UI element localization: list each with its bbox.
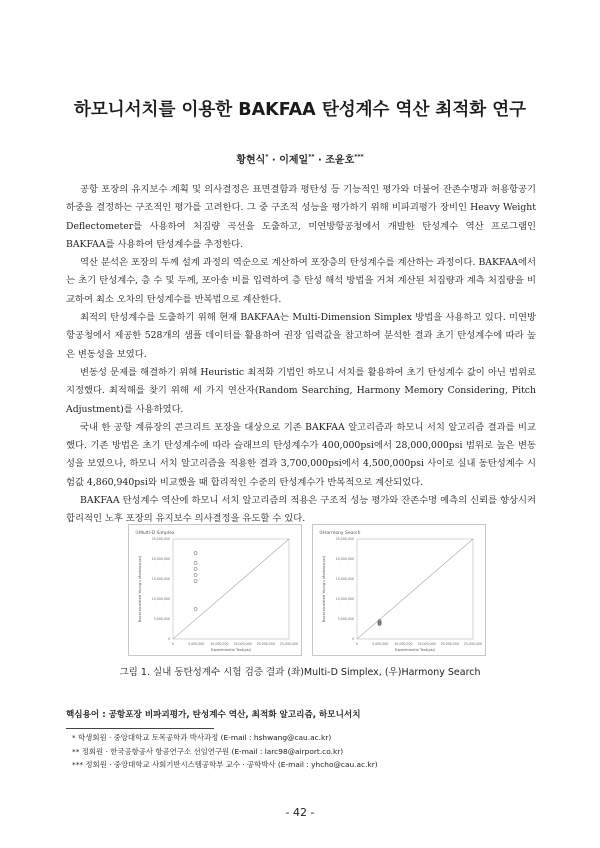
reference-line (357, 539, 473, 639)
abstract-paragraph: 역산 분석은 포장의 두께 설계 과정의 역순으로 계산하여 포장층의 탄성계수를 계산하는 과정이다. BAKFAA에서는 초기 탄성계수, 층 수 및 두께, 포아송 비를 입력하여 층 탄성 해석 방법을 거쳐 계산된 처짐량과 계측 처짐량을 비교하여 최소 오차의 탄성계수를 반복법으로 계산한다. (66, 257, 536, 305)
author-name: 조윤호 (325, 155, 355, 166)
x-tick-label: 5,000,000 (188, 642, 205, 646)
author-name: 황현식 (236, 155, 266, 166)
footnotes (72, 731, 532, 772)
reference-line (173, 539, 289, 639)
abstract-paragraph: 공항 포장의 유지보수 계획 및 의사결정은 표면결함과 평탄성 등 기능적인 평가와 더불어 잔존수명과 허용항공기 하중을 결정하는 구조적인 평가를 고려한다. 그 중 구조적 성능을 평가하기 위해 비파괴평가 장비인 Heavy Weight Deflectometer를 사용하여 처짐량 곡선을 도출하고, 미연방항공청에서 개발한 탄성계수 역산 프로그램인 BAKFAA를 사용하여 탄성계수를 추정한다. (66, 184, 536, 250)
y-tick-label: 0 (167, 637, 170, 641)
x-tick-label: 25,000,000 (279, 642, 299, 646)
abstract-paragraph: 최적의 탄성계수를 도출하기 위해 현재 BAKFAA는 Multi-Dimension Simplex 방법을 사용하고 있다. 미연방항공청에서 제공한 528개의 샘플 데이터를 활용하여 권장 입력값을 참고하여 분석한 결과 초기 탄성계수에 따라 높은 변동성을 보였다. (66, 312, 536, 360)
x-tick-label: 0 (171, 642, 175, 646)
y-tick-label: 5,000,000 (337, 617, 354, 621)
x-tick-label: 15,000,000 (417, 642, 436, 646)
x-tick-label: 15,000,000 (233, 642, 252, 646)
author-separator: · (268, 155, 280, 166)
y-tick-label: 20,000,000 (335, 557, 354, 561)
y-tick-label: 0 (351, 637, 354, 641)
chart-title: ②Harmony Search (319, 531, 361, 536)
footnote: * 학생회원 · 중앙대학교 토목공학과 박사과정 (E-mail : hshwang@cau.ac.kr) (72, 733, 332, 742)
keywords: 핵심용어 : 공항포장 비파괴평가, 탄성계수 역산, 최적화 알고리즘, 하모니서치 (66, 710, 361, 720)
y-tick-label: 25,000,000 (151, 537, 170, 541)
x-tick-label: 10,000,000 (394, 642, 413, 646)
y-tick-label: 10,000,000 (335, 597, 354, 601)
data-point (194, 551, 197, 554)
y-tick-label: 15,000,000 (151, 577, 170, 581)
data-point (194, 579, 197, 582)
author-mark: *** (354, 153, 364, 161)
data-point (194, 561, 197, 564)
x-axis-label: Experimental Test(psi) (394, 648, 436, 652)
scatter-chart-left (129, 525, 301, 655)
data-point (194, 573, 197, 576)
paper-title: 하모니서치를 이용한 BAKFAA 탄성계수 역산 최적화 연구 (73, 100, 527, 120)
author-name: 이제일 (279, 155, 309, 166)
page-number: - 42 - (285, 806, 315, 819)
abstract-paragraph: 국내 한 공항 계류장의 콘크리트 포장을 대상으로 기존 BAKFAA 알고리즘과 하모니 서치 알고리즘 결과를 비교했다. 기존 방법은 초기 탄성계수에 따라 슬래브의 탄성계수가 400,000psi에서 28,000,000psi 범위로 높은 변동성을 보였으나, 하모니 서치 알고리즘을 적용한 결과 3,700,000psi에서 4,500,000psi 사이로 실내 동탄성계수 시험값 4,860,940psi와 비교했을 때 합리적인 수준의 탄성계수가 반복적으로 계산되었다. (66, 421, 536, 488)
scatter-chart-right (313, 525, 485, 655)
y-axis-label: Backcalculated Young's Modulus(psi) (322, 555, 326, 623)
abstract-body (66, 181, 536, 529)
chart-harmony-search (312, 524, 486, 656)
y-tick-label: 20,000,000 (151, 557, 170, 561)
footnote: ** 정회원 · 한국공항공사 항공연구소 선임연구원 (E-mail : larc98@airport.co.kr) (72, 746, 344, 756)
y-axis-label: Backcalculated Young's Modulus(psi) (138, 555, 142, 623)
figure-caption: 그림 1. 실내 동탄성계수 시험 검증 결과 (좌)Multi-D Simplex, (우)Harmony Search (119, 667, 481, 678)
author-mark: ** (308, 153, 315, 161)
abstract-paragraph: 변동성 문제를 해결하기 위해 Heuristic 최적화 기법인 하모니 서치를 활용하여 초기 탄성계수 값이 아닌 범위로 지정했다. 최적해를 찾기 위해 세 가지 연산자(Random Searching, Harmony Memory Considering, Pitch Adjustment)를 사용하였다. (66, 366, 536, 415)
author-mark: * (265, 153, 269, 161)
y-tick-label: 25,000,000 (335, 537, 354, 541)
chart-title: ①Multi-D Simplex (135, 531, 175, 536)
x-tick-label: 20,000,000 (440, 642, 459, 646)
author-separator: · (314, 155, 326, 166)
data-point (194, 567, 197, 570)
author-line (0, 151, 600, 166)
chart-multi-d-simplex (128, 524, 302, 656)
footnote: *** 정회원 · 중앙대학교 사회기반시스템공학부 교수 · 공학박사 (E-mail : yhcho@cau.ac.kr) (72, 760, 378, 770)
abstract-paragraph: BAKFAA 탄성계수 역산에 하모니 서치 알고리즘의 적용은 구조적 성능 평가와 잔존수명 예측의 신뢰를 향상시켜 합리적인 노후 포장의 유지보수 의사결정을 유도할 수 있다. (66, 495, 536, 525)
x-tick-label: 25,000,000 (463, 642, 483, 646)
x-tick-label: 10,000,000 (210, 642, 229, 646)
x-tick-label: 0 (355, 642, 359, 646)
y-tick-label: 10,000,000 (151, 597, 170, 601)
footnote-divider (66, 728, 214, 729)
data-point (194, 607, 197, 610)
y-tick-label: 5,000,000 (153, 617, 170, 621)
x-tick-label: 5,000,000 (372, 642, 389, 646)
x-tick-label: 20,000,000 (256, 642, 275, 646)
y-tick-label: 15,000,000 (335, 577, 354, 581)
figure-panel (0, 524, 600, 654)
x-axis-label: Experimental Test(psi) (210, 648, 252, 652)
